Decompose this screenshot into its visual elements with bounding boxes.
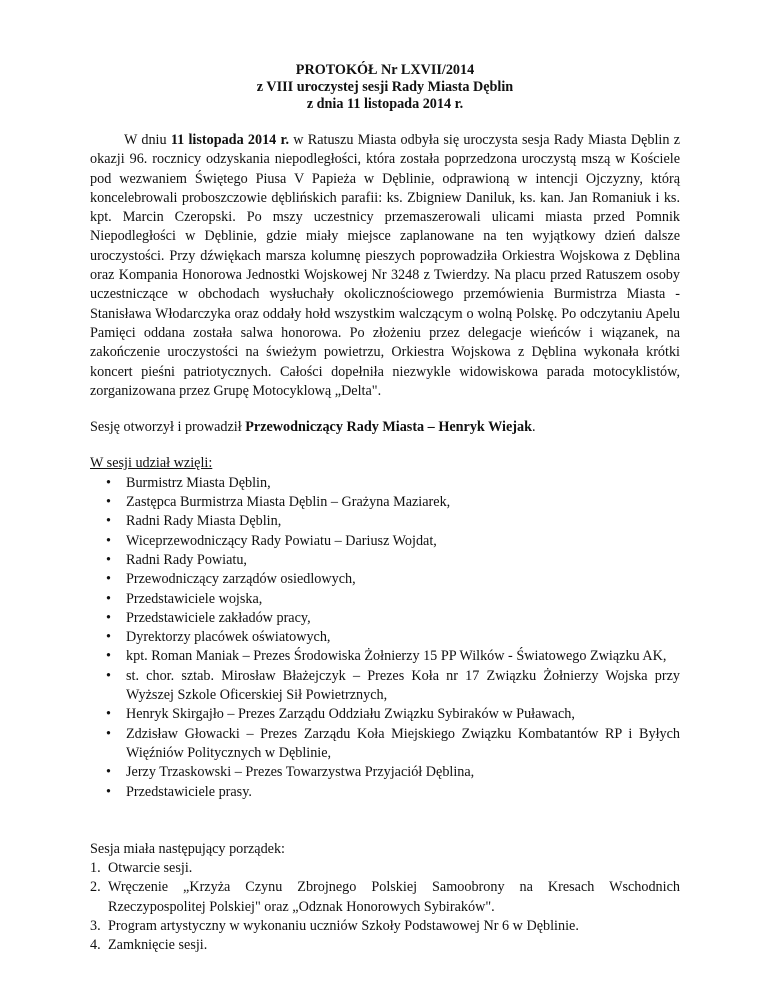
list-item: • Przedstawiciele zakładów pracy, (90, 609, 680, 628)
title-line-1: PROTOKÓŁ Nr LXVII/2014 (295, 62, 475, 78)
participants-heading: W sesji udział wzięli: (90, 455, 213, 472)
list-item (90, 878, 680, 917)
list-item: • kpt. Roman Maniak – Prezes Środowiska Żołnierzy 15 PP Wilków - Światowego Związku AK, (90, 647, 680, 666)
list-item (90, 936, 680, 955)
list-item: • st. chor. sztab. Mirosław Błażejczyk – Prezes Koła nr 17 Związku Żołnierzy Wojska przy Wyższej Szkole Oficerskiej Sił Powietrznych, (90, 667, 680, 706)
document-page (90, 62, 680, 956)
agenda-text: Zamknięcie sesji. (108, 937, 208, 954)
agenda-heading: Sesja miała następujący porządek: (90, 840, 286, 857)
title-line-3: z dnia 11 listopada 2014 r. (306, 96, 464, 112)
list-item: • Przedstawiciele wojska, (90, 590, 680, 609)
agenda-number: 4. (90, 937, 101, 954)
list-item: • Burmistrz Miasta Dęblin, (90, 474, 680, 493)
title-line-2: z VIII uroczystej sesji Rady Miasta Dęblin (256, 79, 514, 95)
list-item (90, 859, 680, 878)
list-item: • Dyrektorzy placówek oświatowych, (90, 628, 680, 647)
list-item: • Jerzy Trzaskowski – Prezes Towarzystwa Przyjaciół Dęblina, (90, 763, 680, 782)
participants-list (90, 474, 680, 802)
agenda-number: 3. (90, 917, 101, 934)
participants-section (90, 454, 680, 801)
document-title (90, 62, 680, 113)
intro-text-1: W dniu (124, 132, 171, 148)
agenda-section (90, 840, 680, 956)
intro-paragraph (90, 131, 680, 401)
list-item: • Wiceprzewodniczący Rady Powiatu – Dariusz Wojdat, (90, 532, 680, 551)
list-item: • Radni Rady Powiatu, (90, 551, 680, 570)
list-item: • Henryk Skirgajło – Prezes Zarządu Oddziału Związku Sybiraków w Puławach, (90, 705, 680, 724)
agenda-text: Program artystyczny w wykonaniu uczniów Szkoły Podstawowej Nr 6 w Dęblinie. (108, 917, 579, 934)
agenda-number: 2. (90, 879, 101, 896)
list-item: • Przedstawiciele prasy. (90, 783, 680, 802)
list-item (90, 917, 680, 936)
agenda-text: Wręczenie „Krzyża Czynu Zbrojnego Polskiej Samoobrony na Kresach Wschodnich Rzeczypospolitej Polskiej" oraz „Odznak Honorowych Sybiraków". (108, 879, 680, 915)
list-item: • Zastępca Burmistrza Miasta Dęblin – Grażyna Maziarek, (90, 493, 680, 512)
opening-text-2: . (532, 419, 536, 436)
agenda-text: Otwarcie sesji. (108, 860, 193, 877)
opening-text-1: Sesję otworzył i prowadził (90, 419, 246, 436)
opening-chair: Przewodniczący Rady Miasta – Henryk Wiejak (245, 419, 532, 436)
list-item: • Radni Rady Miasta Dęblin, (90, 512, 680, 531)
intro-date: 11 listopada 2014 r. (170, 132, 290, 148)
agenda-number: 1. (90, 860, 101, 877)
list-item: • Przewodniczący zarządów osiedlowych, (90, 570, 680, 589)
agenda-list (90, 859, 680, 955)
list-item: • Zdzisław Głowacki – Prezes Zarządu Koła Miejskiego Związku Kombatantów RP i Byłych Więźniów Politycznych w Dęblinie, (90, 725, 680, 764)
opening-paragraph (90, 418, 680, 437)
intro-text-2: w Ratuszu Miasta odbyła się uroczysta sesja Rady Miasta Dęblin z okazji 96. rocznicy odzyskania niepodległości, która została poprzedzona uroczystą mszą w Kościele pod wezwaniem Świętego Piusa V Papieża w Dęblinie, odprawioną w intencji Ojczyzny, którą koncelebrowali proboszczowie dęblińskich parafii: ks. Zbigniew Daniluk, ks. kan. Jan Romaniuk i ks. kpt. Marcin Czeropski. Po mszy uczestnicy przemaszerowali ulicami miasta przed Pomnik Niepodległości w Dęblinie, gdzie miały miejsce zaplanowane na ten wyjątkowy dzień dalsze uroczystości. Przy dźwiękach marsza kolumnę pieszych poprowadziła Orkiestra Wojskowa z Dęblina oraz Kompania Honorowa Jednostki Wojskowej Nr 3248 z Twierdzy. Na placu przed Ratuszem osoby uczestniczące w obchodach wysłuchały okolicznościowego przemówienia Burmistrza Miasta - Stanisława Włodarczyka oraz oddały hołd wszystkim walczącym o wolną Polskę. Po odczytaniu Apelu Pamięci oddana została salwa honorowa. Po złożeniu przez delegacje wieńców i wiązanek, na zakończenie uroczystości na świeżym powietrzu, Orkiestra Wojskowa z Dęblina wykonała krótki koncert pieśni patriotycznych. Całości dopełniła niezwykle widowiskowa parada motocyklistów, zorganizowana przez Grupę Motocyklową „Delta". (90, 132, 680, 399)
